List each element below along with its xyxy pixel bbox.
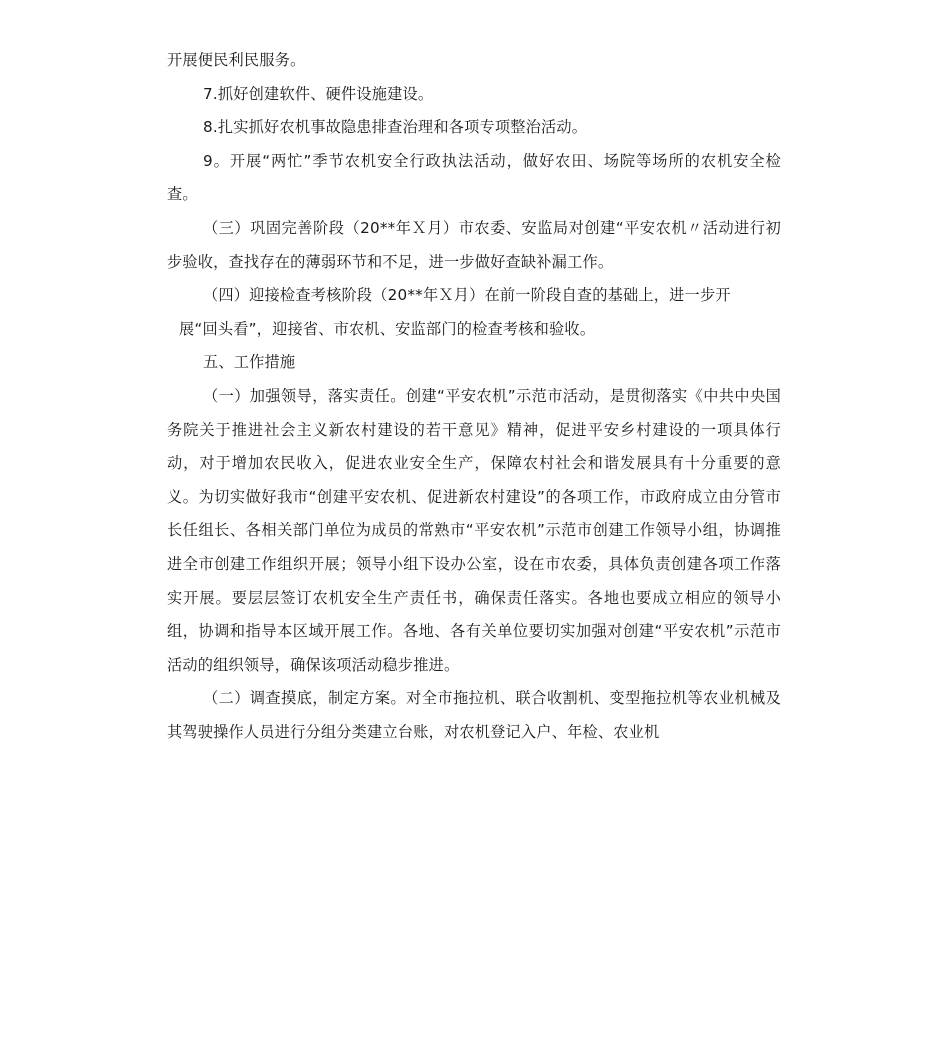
paragraph-item-7: 7.抓好创建软件、硬件设施建设。 bbox=[203, 84, 434, 103]
paragraph-stage-four-line-1: （四）迎接检查考核阶段（20**年Ｘ月）在前一阶段自查的基础上，进一步开 bbox=[203, 286, 731, 305]
paragraph-stage-four-line-2: 展“回头看”，迎接省、市农机、安监部门的检查考核和验收。 bbox=[179, 319, 596, 338]
paragraph-stage-three: （三）巩固完善阶段（20**年Ｘ月）市农委、安监局对创建“平安农机〃活动进行初步验收，查找存在的薄弱环节和不足，进一步做好查缺补漏工作。 bbox=[167, 218, 781, 271]
paragraph-survey: （二）调查摸底，制定方案。对全市拖拉机、联合收割机、变型拖拉机等农业机械及其驾驶操作人员进行分组分类建立台账，对农机登记入户、年检、农业机 bbox=[167, 689, 781, 741]
section-heading-work-measures: 五、工作措施 bbox=[203, 353, 296, 372]
paragraph-1: 开展便民利民服务。 bbox=[167, 51, 306, 69]
paragraph-item-9: 9。开展“两忙”季节农机安全行政执法活动，做好农田、场院等场所的农机安全检查。 bbox=[167, 151, 781, 204]
paragraph-item-8: 8.扎实抓好农机事故隐患排查治理和各项专项整治活动。 bbox=[203, 118, 588, 137]
paragraph-leadership: （一）加强领导，落实责任。创建“平安农机”示范市活动，是贯彻落实《中共中央国务院关于推进社会主义新农村建设的若干意见》精神，促进平安乡村建设的一项具体行动，对于增加农民收入，促进农业安全生产，保障农村社会和谐发展具有十分重要的意义。为切实做好我市“创建平安农机、促进新农村建设”的各项工作，市政府成立由分管市长任组长、各相关部门单位为成员的常熟市“平安农机”示范市创建工作领导小组，协调推进全市创建工作组织开展；领导小组下设办公室，设在市农委，具体负责创建各项工作落实开展。要层层签订农机安全生产责任书，确保责任落实。各地也要成立相应的领导小组，协调和指导本区域开展工作。各地、各有关单位要切实加强对创建“平安农机”示范市活动的组织领导，确保该项活动稳步推进。 bbox=[167, 386, 781, 674]
document-page bbox=[167, 44, 781, 749]
